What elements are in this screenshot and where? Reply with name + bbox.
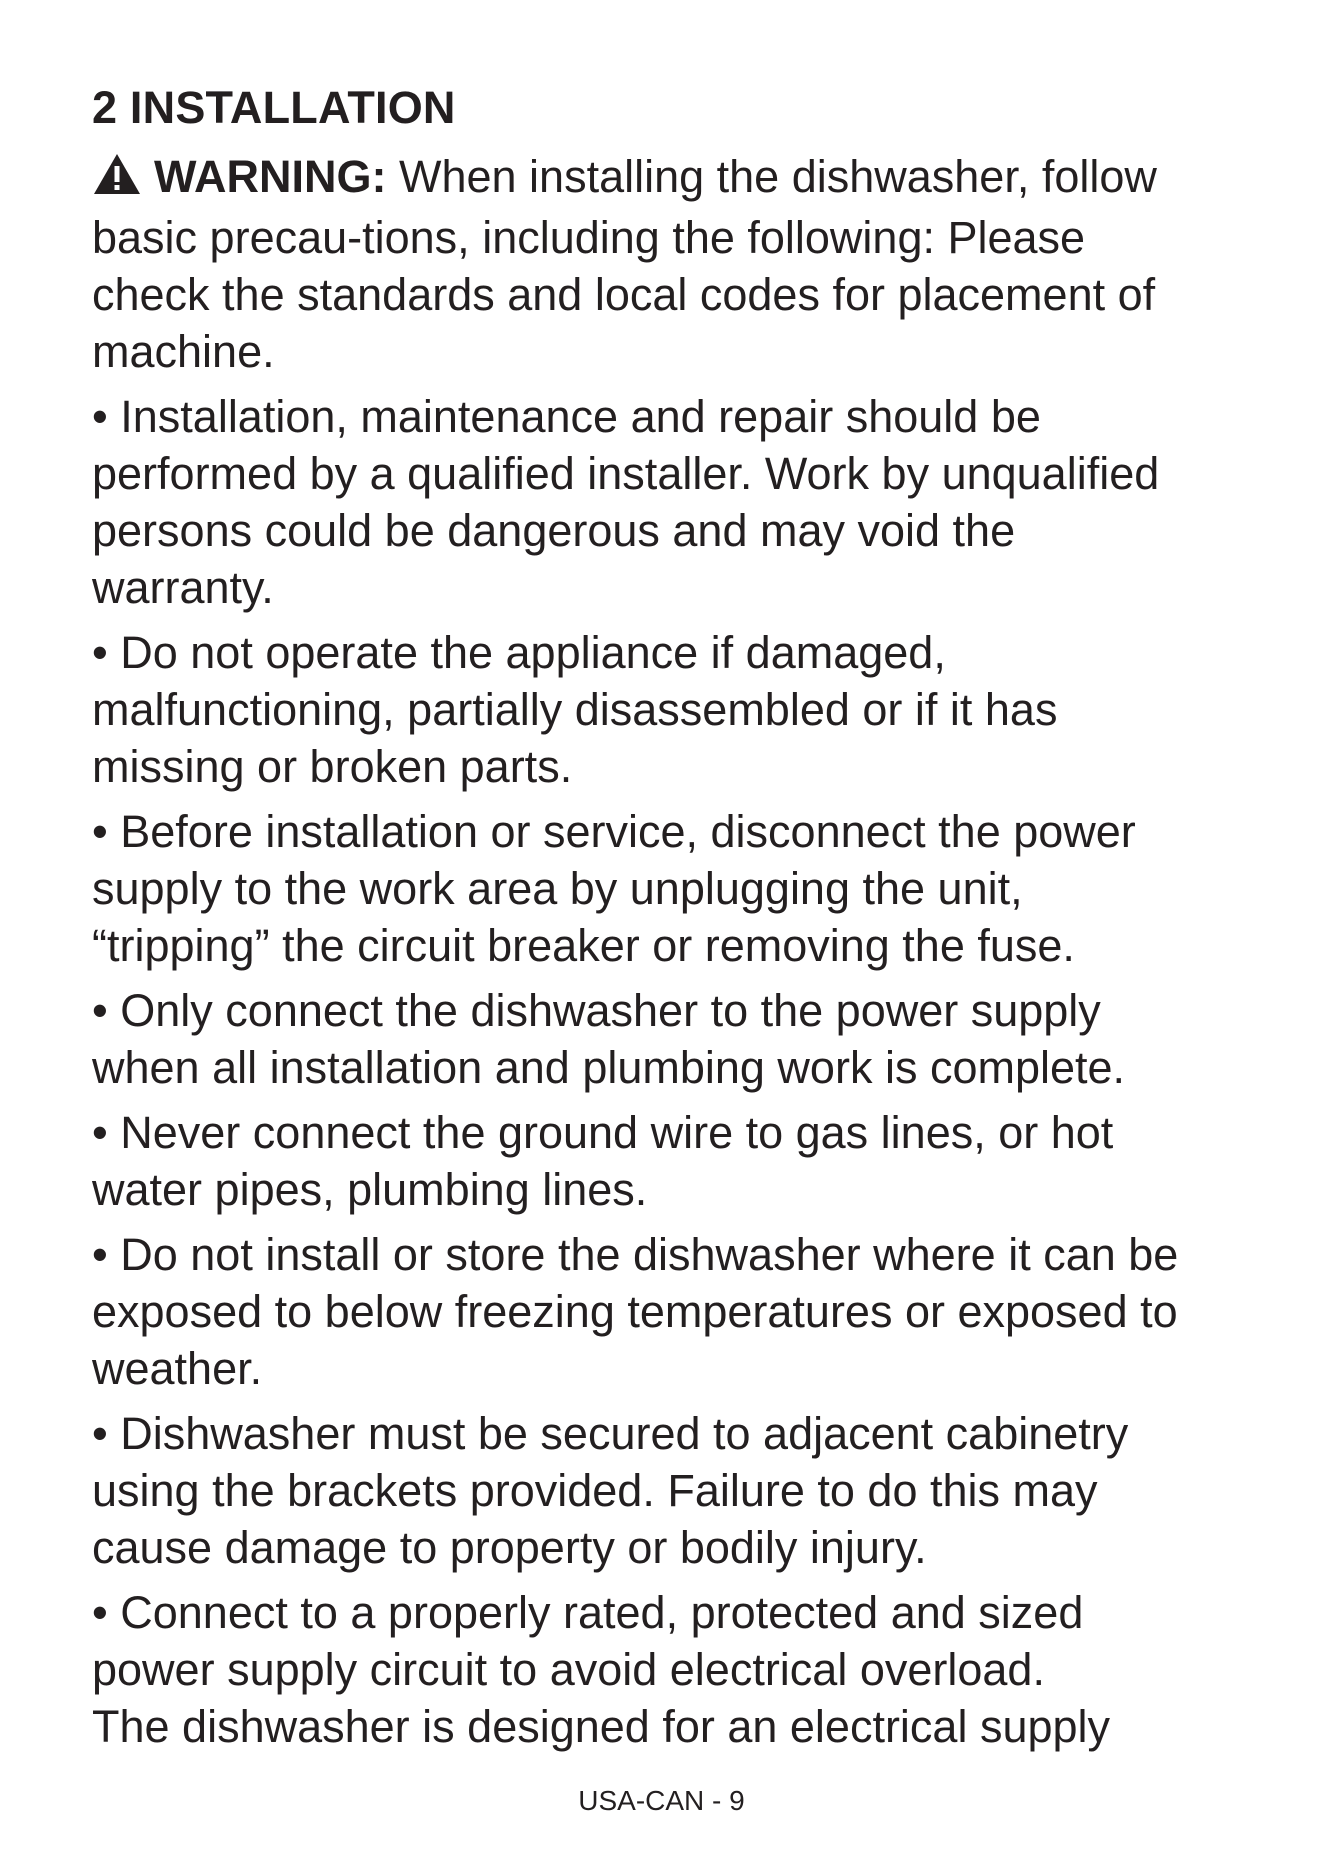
bullet-line: water pipes, plumbing lines. xyxy=(92,1164,648,1215)
bullet-line: when all installation and plumbing work is complete. xyxy=(92,1042,1126,1093)
bullet-line: supply to the work area by unplugging the unit, xyxy=(92,863,1023,914)
bullet-line: • Before installation or service, disconnect the power xyxy=(92,806,1136,857)
bullet-line: power supply circuit to avoid electrical overload. xyxy=(92,1644,1045,1695)
bullet-line: • Dishwasher must be secured to adjacent cabinetry xyxy=(92,1408,1129,1459)
bullet-line: • Installation, maintenance and repair should be xyxy=(92,391,1041,442)
bullet-line: using the brackets provided. Failure to do this may xyxy=(92,1465,1098,1516)
bullet-line: missing or broken parts. xyxy=(92,741,573,792)
bullet-item xyxy=(92,1584,1252,1755)
bullet-line: • Do not operate the appliance if damaged, xyxy=(92,627,946,678)
warning-paragraph xyxy=(92,148,1252,380)
bullet-item xyxy=(92,1104,1252,1218)
warning-triangle-icon xyxy=(92,152,142,209)
manual-page-content xyxy=(92,78,1252,1763)
bullet-item xyxy=(92,624,1252,795)
warning-text: When installing the dishwasher, follow xyxy=(386,151,1157,202)
bullet-line: • Do not install or store the dishwasher where it can be xyxy=(92,1229,1179,1280)
warning-label: WARNING: xyxy=(154,151,387,202)
bullet-line: warranty. xyxy=(92,562,274,613)
bullet-list xyxy=(92,388,1252,1755)
warning-line-4: machine. xyxy=(92,326,275,377)
bullet-item xyxy=(92,803,1252,974)
bullet-line: performed by a qualified installer. Work by unqualified xyxy=(92,448,1160,499)
bullet-line: exposed to below freezing temperatures or exposed to xyxy=(92,1286,1178,1337)
bullet-item xyxy=(92,982,1252,1096)
bullet-item xyxy=(92,388,1252,616)
bullet-line: • Connect to a properly rated, protected and sized xyxy=(92,1587,1084,1638)
bullet-item xyxy=(92,1405,1252,1576)
bullet-line: persons could be dangerous and may void the xyxy=(92,505,1016,556)
bullet-line: The dishwasher is designed for an electrical supply xyxy=(92,1701,1111,1752)
bullet-line: “tripping” the circuit breaker or removing the fuse. xyxy=(92,920,1075,971)
section-heading: 2 INSTALLATION xyxy=(92,82,456,133)
page-footer: USA-CAN - 9 xyxy=(578,1785,745,1816)
bullet-line: malfunctioning, partially disassembled or if it has xyxy=(92,684,1058,735)
warning-line-3: check the standards and local codes for placement of xyxy=(92,269,1156,320)
warning-line-2: basic precau-tions, including the following: Please xyxy=(92,212,1086,263)
bullet-item xyxy=(92,1226,1252,1397)
bullet-line: • Only connect the dishwasher to the power supply xyxy=(92,985,1101,1036)
bullet-line: cause damage to property or bodily injury. xyxy=(92,1522,927,1573)
warning-line-1 xyxy=(92,148,1252,209)
bullet-line: • Never connect the ground wire to gas lines, or hot xyxy=(92,1107,1114,1158)
bullet-line: weather. xyxy=(92,1343,263,1394)
